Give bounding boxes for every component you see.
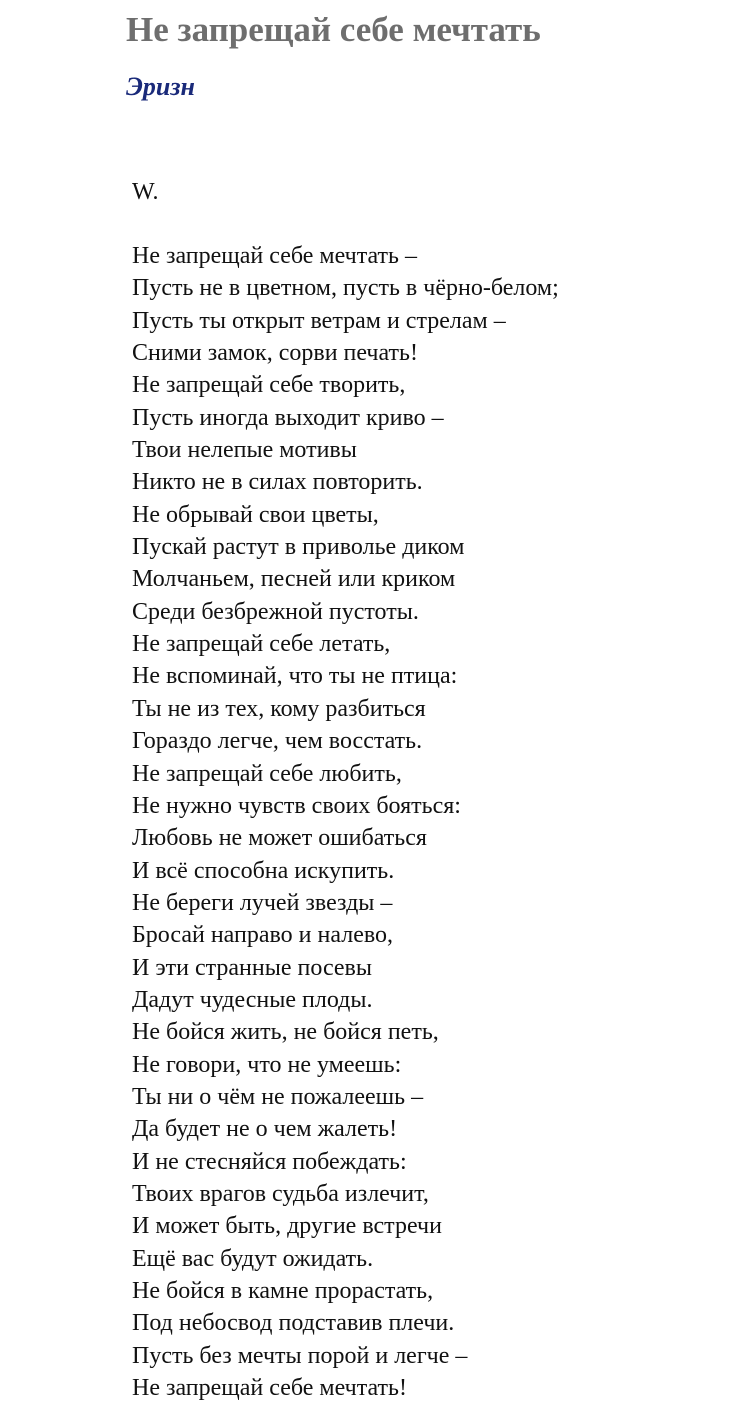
poem-line: Пусть иногда выходит криво – xyxy=(132,404,444,431)
poem-line: Не береги лучей звезды – xyxy=(132,889,393,916)
poem-author: Эризн xyxy=(126,72,195,101)
poem-line: Молчаньем, песней или криком xyxy=(132,566,456,593)
poem-line: Не бойся жить, не бойся петь, xyxy=(132,1019,439,1046)
poem-line: Не говори, что не умеешь: xyxy=(132,1051,402,1078)
poem-line: Твои нелепые мотивы xyxy=(132,437,357,464)
poem-line: Сними замок, сорви печать! xyxy=(132,340,418,367)
poem-body xyxy=(132,240,559,1404)
poem-line: Под небосвод подставив плечи. xyxy=(132,1310,455,1337)
poem-line: Не обрывай свои цветы, xyxy=(132,501,379,528)
poem-line: Не запрещай себе летать, xyxy=(132,631,391,658)
poem-line: Любовь не может ошибаться xyxy=(132,825,427,852)
poem-line: Дадут чудесные плоды. xyxy=(132,986,373,1013)
poem-title: Не запрещай себе мечтать xyxy=(126,10,541,49)
poem-line: И всё способна искупить. xyxy=(132,857,395,884)
poem-line: Не запрещай себе любить, xyxy=(132,760,402,787)
poem-line: Бросай направо и налево, xyxy=(132,922,394,949)
poem-line: Пусть ты открыт ветрам и стрелам – xyxy=(132,307,506,334)
poem-line: И может быть, другие встречи xyxy=(132,1213,442,1240)
poem-line: Не вспоминай, что ты не птица: xyxy=(132,663,458,690)
poem-line: Пусть не в цветном, пусть в чёрно-белом; xyxy=(132,275,559,302)
poem-dedication: W. xyxy=(132,179,159,205)
poem-line: И не стесняйся побеждать: xyxy=(132,1148,407,1175)
poem-line: Не запрещай себе творить, xyxy=(132,372,406,399)
poem-line: Пускай растут в приволье диком xyxy=(132,534,465,561)
poem-line: Никто не в силах повторить. xyxy=(132,469,423,496)
poem-line: Ты не из тех, кому разбиться xyxy=(132,695,426,722)
poem-line: Не запрещай себе мечтать – xyxy=(132,243,417,269)
poem-line: Не бойся в камне прорастать, xyxy=(132,1278,434,1304)
poem-line: Не нужно чувств своих бояться: xyxy=(132,792,461,819)
poem-line: И эти странные посевы xyxy=(132,954,373,981)
poem-line: Да будет не о чем жалеть! xyxy=(132,1116,398,1143)
poem-line: Гораздо легче, чем восстать. xyxy=(132,728,423,755)
poem-line: Ты ни о чём не пожалеешь – xyxy=(132,1083,424,1110)
poem-line: Среди безбрежной пустоты. xyxy=(132,598,419,625)
poem-line: Пусть без мечты порой и легче – xyxy=(132,1342,468,1369)
poem-line: Ещё вас будут ожидать. xyxy=(132,1245,374,1272)
poem-line: Не запрещай себе мечтать! xyxy=(132,1375,407,1402)
poem-line: Твоих врагов судьба излечит, xyxy=(132,1180,429,1207)
